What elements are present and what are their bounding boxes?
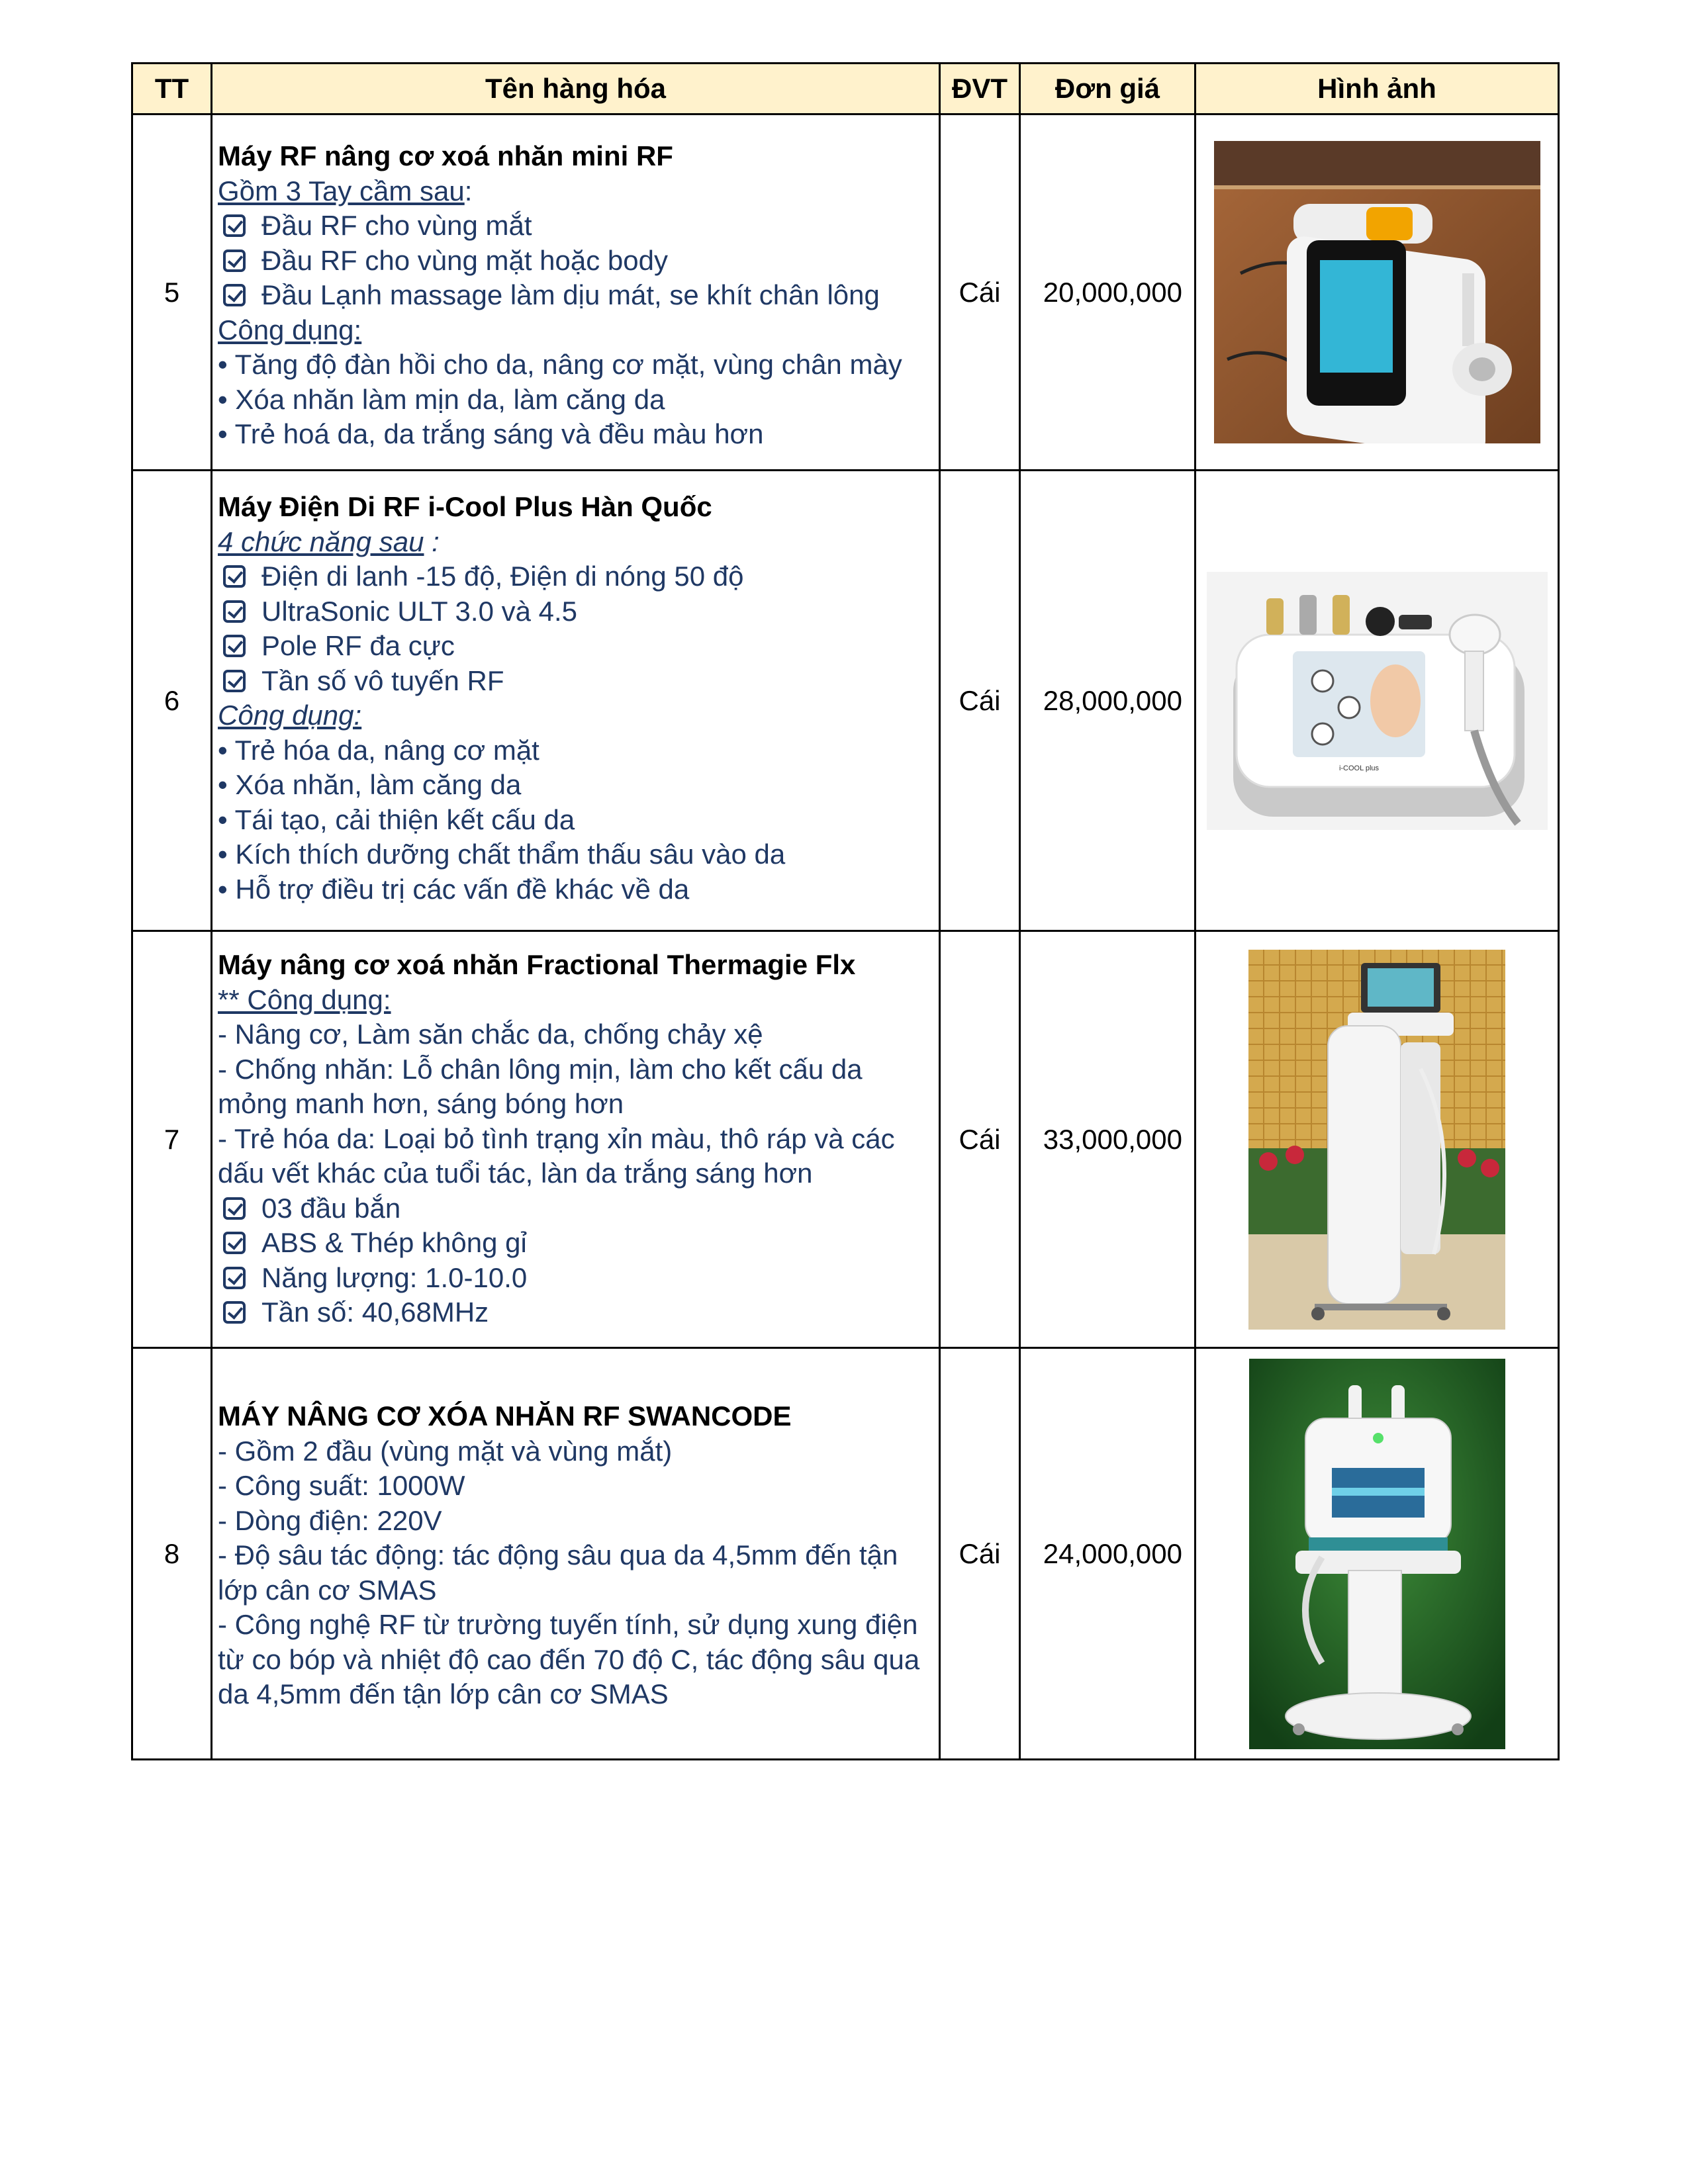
check-item: Tần số: 40,68MHz xyxy=(218,1295,932,1330)
header-tt: TT xyxy=(132,64,212,114)
unit-cell: Cái xyxy=(940,931,1020,1348)
text-line: - Công suất: 1000W xyxy=(218,1470,465,1501)
table-row xyxy=(132,931,1559,1348)
text-line: - Chống nhăn: Lỗ chân lông mịn, làm cho kết cấu da mỏng manh hơn, sáng bóng hơn xyxy=(218,1053,863,1119)
checkbox-icon xyxy=(223,1267,246,1289)
unit-cell: Cái xyxy=(940,471,1020,931)
text-line: - Gồm 2 đầu (vùng mặt và vùng mắt) xyxy=(218,1435,673,1467)
checkbox-icon xyxy=(223,670,246,692)
product-photo xyxy=(1207,572,1548,830)
check-item: Điện di lanh -15 độ, Điện di nóng 50 độ xyxy=(218,559,932,594)
table-row xyxy=(132,114,1559,471)
product-photo xyxy=(1214,141,1540,443)
bullet-item: • Trẻ hoá da, da trắng sáng và đều màu hơn xyxy=(218,418,764,449)
checkbox-icon xyxy=(223,565,246,588)
section-heading: Gồm 3 Tay cầm sau: xyxy=(218,175,473,206)
header-image: Hình ảnh xyxy=(1196,64,1559,114)
section-heading: Công dụng: xyxy=(218,314,362,345)
row-number: 7 xyxy=(132,931,212,1348)
check-item: Đầu RF cho vùng mắt xyxy=(218,208,932,244)
bullet-item: • Xóa nhăn làm mịn da, làm căng da xyxy=(218,383,665,415)
checkbox-icon xyxy=(223,284,246,306)
checkbox-icon xyxy=(223,1197,246,1220)
text-line: - Dòng điện: 220V xyxy=(218,1504,442,1536)
check-item: Năng lượng: 1.0-10.0 xyxy=(218,1261,932,1296)
text-line: - Trẻ hóa da: Loại bỏ tình trạng xỉn màu, thô ráp và các dấu vết khác của tuổi tác, làn da trắng sáng hơn xyxy=(218,1122,895,1189)
bullet-item: • Trẻ hóa da, nâng cơ mặt xyxy=(218,734,539,766)
text-line: - Nâng cơ, Làm săn chắc da, chống chảy xệ xyxy=(218,1019,763,1050)
checkbox-icon xyxy=(223,1301,246,1324)
product-description xyxy=(212,114,940,471)
screen-brand-label: i-COOL plus xyxy=(1338,764,1379,772)
checkbox-icon xyxy=(223,1232,246,1254)
product-title: Máy nâng cơ xoá nhăn Fractional Thermagie Flx xyxy=(218,949,856,980)
product-title: MÁY NÂNG CƠ XÓA NHĂN RF SWANCODE xyxy=(218,1400,792,1432)
table-row xyxy=(132,1348,1559,1760)
product-photo xyxy=(1249,1359,1505,1749)
product-description xyxy=(212,471,940,931)
image-cell xyxy=(1196,471,1559,931)
price-cell: 20,000,000 xyxy=(1020,114,1196,471)
product-description xyxy=(212,1348,940,1760)
header-name: Tên hàng hóa xyxy=(212,64,940,114)
bullet-item: • Xóa nhăn, làm căng da xyxy=(218,769,522,800)
header-row xyxy=(132,64,1559,114)
product-title: Máy Điện Di RF i-Cool Plus Hàn Quốc xyxy=(218,491,712,522)
header-price: Đơn giá xyxy=(1020,64,1196,114)
bullet-item: • Kích thích dưỡng chất thẩm thấu sâu vào da xyxy=(218,839,786,870)
image-cell xyxy=(1196,1348,1559,1760)
section-heading: Công dụng: xyxy=(218,700,362,731)
check-item: Tần số vô tuyến RF xyxy=(218,664,932,699)
checkbox-icon xyxy=(223,635,246,657)
bullet-item: • Tăng độ đàn hồi cho da, nâng cơ mặt, vùng chân mày xyxy=(218,349,902,380)
text-line: - Độ sâu tác động: tác động sâu qua da 4,5mm đến tận lớp cân cơ SMAS xyxy=(218,1539,898,1606)
unit-cell: Cái xyxy=(940,1348,1020,1760)
row-number: 8 xyxy=(132,1348,212,1760)
checkbox-icon xyxy=(223,214,246,237)
row-number: 6 xyxy=(132,471,212,931)
unit-cell: Cái xyxy=(940,114,1020,471)
table-row xyxy=(132,471,1559,931)
price-cell: 28,000,000 xyxy=(1020,471,1196,931)
product-title: Máy RF nâng cơ xoá nhăn mini RF xyxy=(218,140,673,171)
row-number: 5 xyxy=(132,114,212,471)
image-cell xyxy=(1196,114,1559,471)
checkbox-icon xyxy=(223,600,246,623)
text-line: - Công nghệ RF từ trường tuyến tính, sử dụng xung điện từ co bóp và nhiệt độ cao đến 70 độ C, tác động sâu qua da 4,5mm đến tận lớp cân cơ SMAS xyxy=(218,1609,920,1709)
check-item: 03 đầu bắn xyxy=(218,1191,932,1226)
check-item: ABS & Thép không gỉ xyxy=(218,1226,932,1261)
check-item: UltraSonic ULT 3.0 và 4.5 xyxy=(218,594,932,629)
bullet-item: • Hỗ trợ điều trị các vấn đề khác về da xyxy=(218,873,690,905)
bullet-item: • Tái tạo, cải thiện kết cấu da xyxy=(218,803,575,835)
price-cell: 24,000,000 xyxy=(1020,1348,1196,1760)
header-unit: ĐVT xyxy=(940,64,1020,114)
price-cell: 33,000,000 xyxy=(1020,931,1196,1348)
image-cell xyxy=(1196,931,1559,1348)
price-table xyxy=(131,62,1560,1760)
checkbox-icon xyxy=(223,250,246,272)
check-item: Pole RF đa cực xyxy=(218,629,932,664)
section-heading: ** Công dụng: xyxy=(218,983,391,1015)
check-item: Đầu Lạnh massage làm dịu mát, se khít chân lông xyxy=(218,278,932,313)
product-photo xyxy=(1248,950,1505,1330)
check-item: Đầu RF cho vùng mặt hoặc body xyxy=(218,244,932,279)
section-heading: 4 chức năng sau : xyxy=(218,525,440,557)
product-description xyxy=(212,931,940,1348)
